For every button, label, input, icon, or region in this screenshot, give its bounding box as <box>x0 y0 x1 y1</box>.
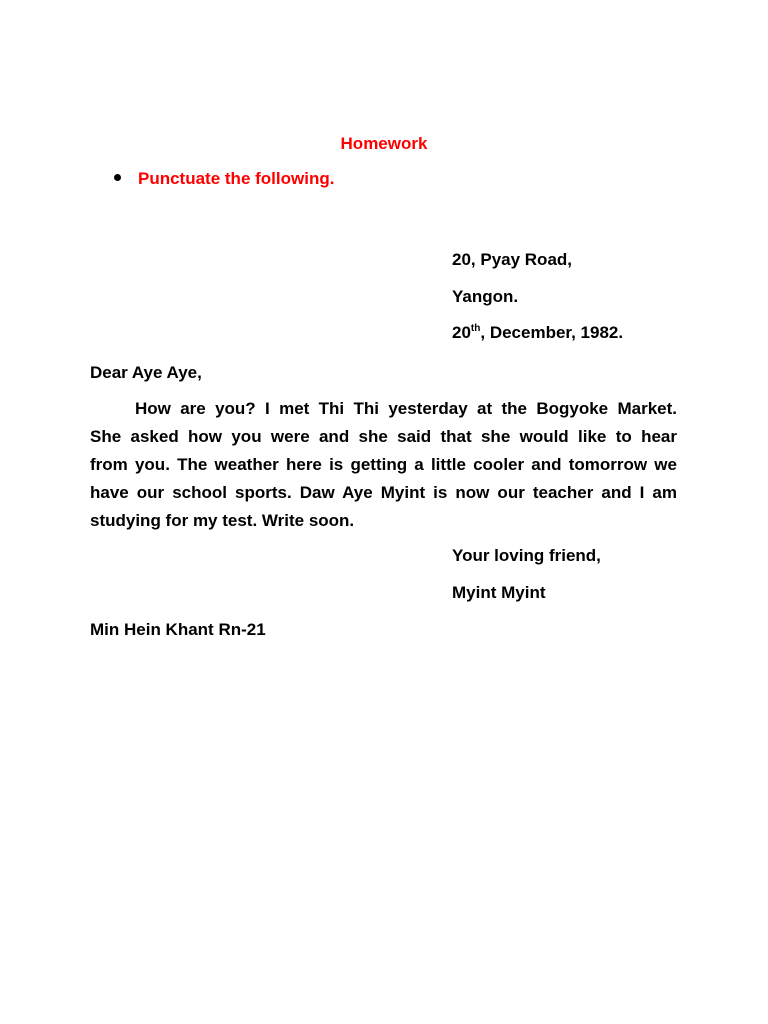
instruction-item <box>114 170 334 187</box>
letter-body <box>90 395 677 535</box>
body-line: from you. The weather here is getting a little cooler and tomorrow we <box>90 455 677 474</box>
address-line-1: 20, Pyay Road, <box>452 250 573 269</box>
body-line: have our school sports. Daw Aye Myint is now our teacher and I am <box>90 483 677 502</box>
address-line-2: Yangon. <box>452 287 519 306</box>
signature: Myint Myint <box>452 583 546 602</box>
homework-title: Homework <box>340 134 428 153</box>
body-line: studying for my test. Write soon. <box>90 511 355 530</box>
date-suffix: th <box>470 323 481 334</box>
instruction-text: Punctuate the following. <box>138 169 335 188</box>
body-line: She asked how you were and she said that she would like to hear <box>90 427 677 446</box>
author-name: Min Hein Khant Rn-21 <box>90 620 266 639</box>
bullet-icon <box>114 174 121 181</box>
salutation: Dear Aye Aye, <box>90 363 202 382</box>
date-rest: , December, 1982. <box>480 323 624 342</box>
body-line: How are you? I met Thi Thi yesterday at the Bogyoke Market. <box>135 399 677 418</box>
closing: Your loving friend, <box>452 546 601 565</box>
date-day: 20 <box>452 323 471 342</box>
letter-date <box>452 324 623 341</box>
